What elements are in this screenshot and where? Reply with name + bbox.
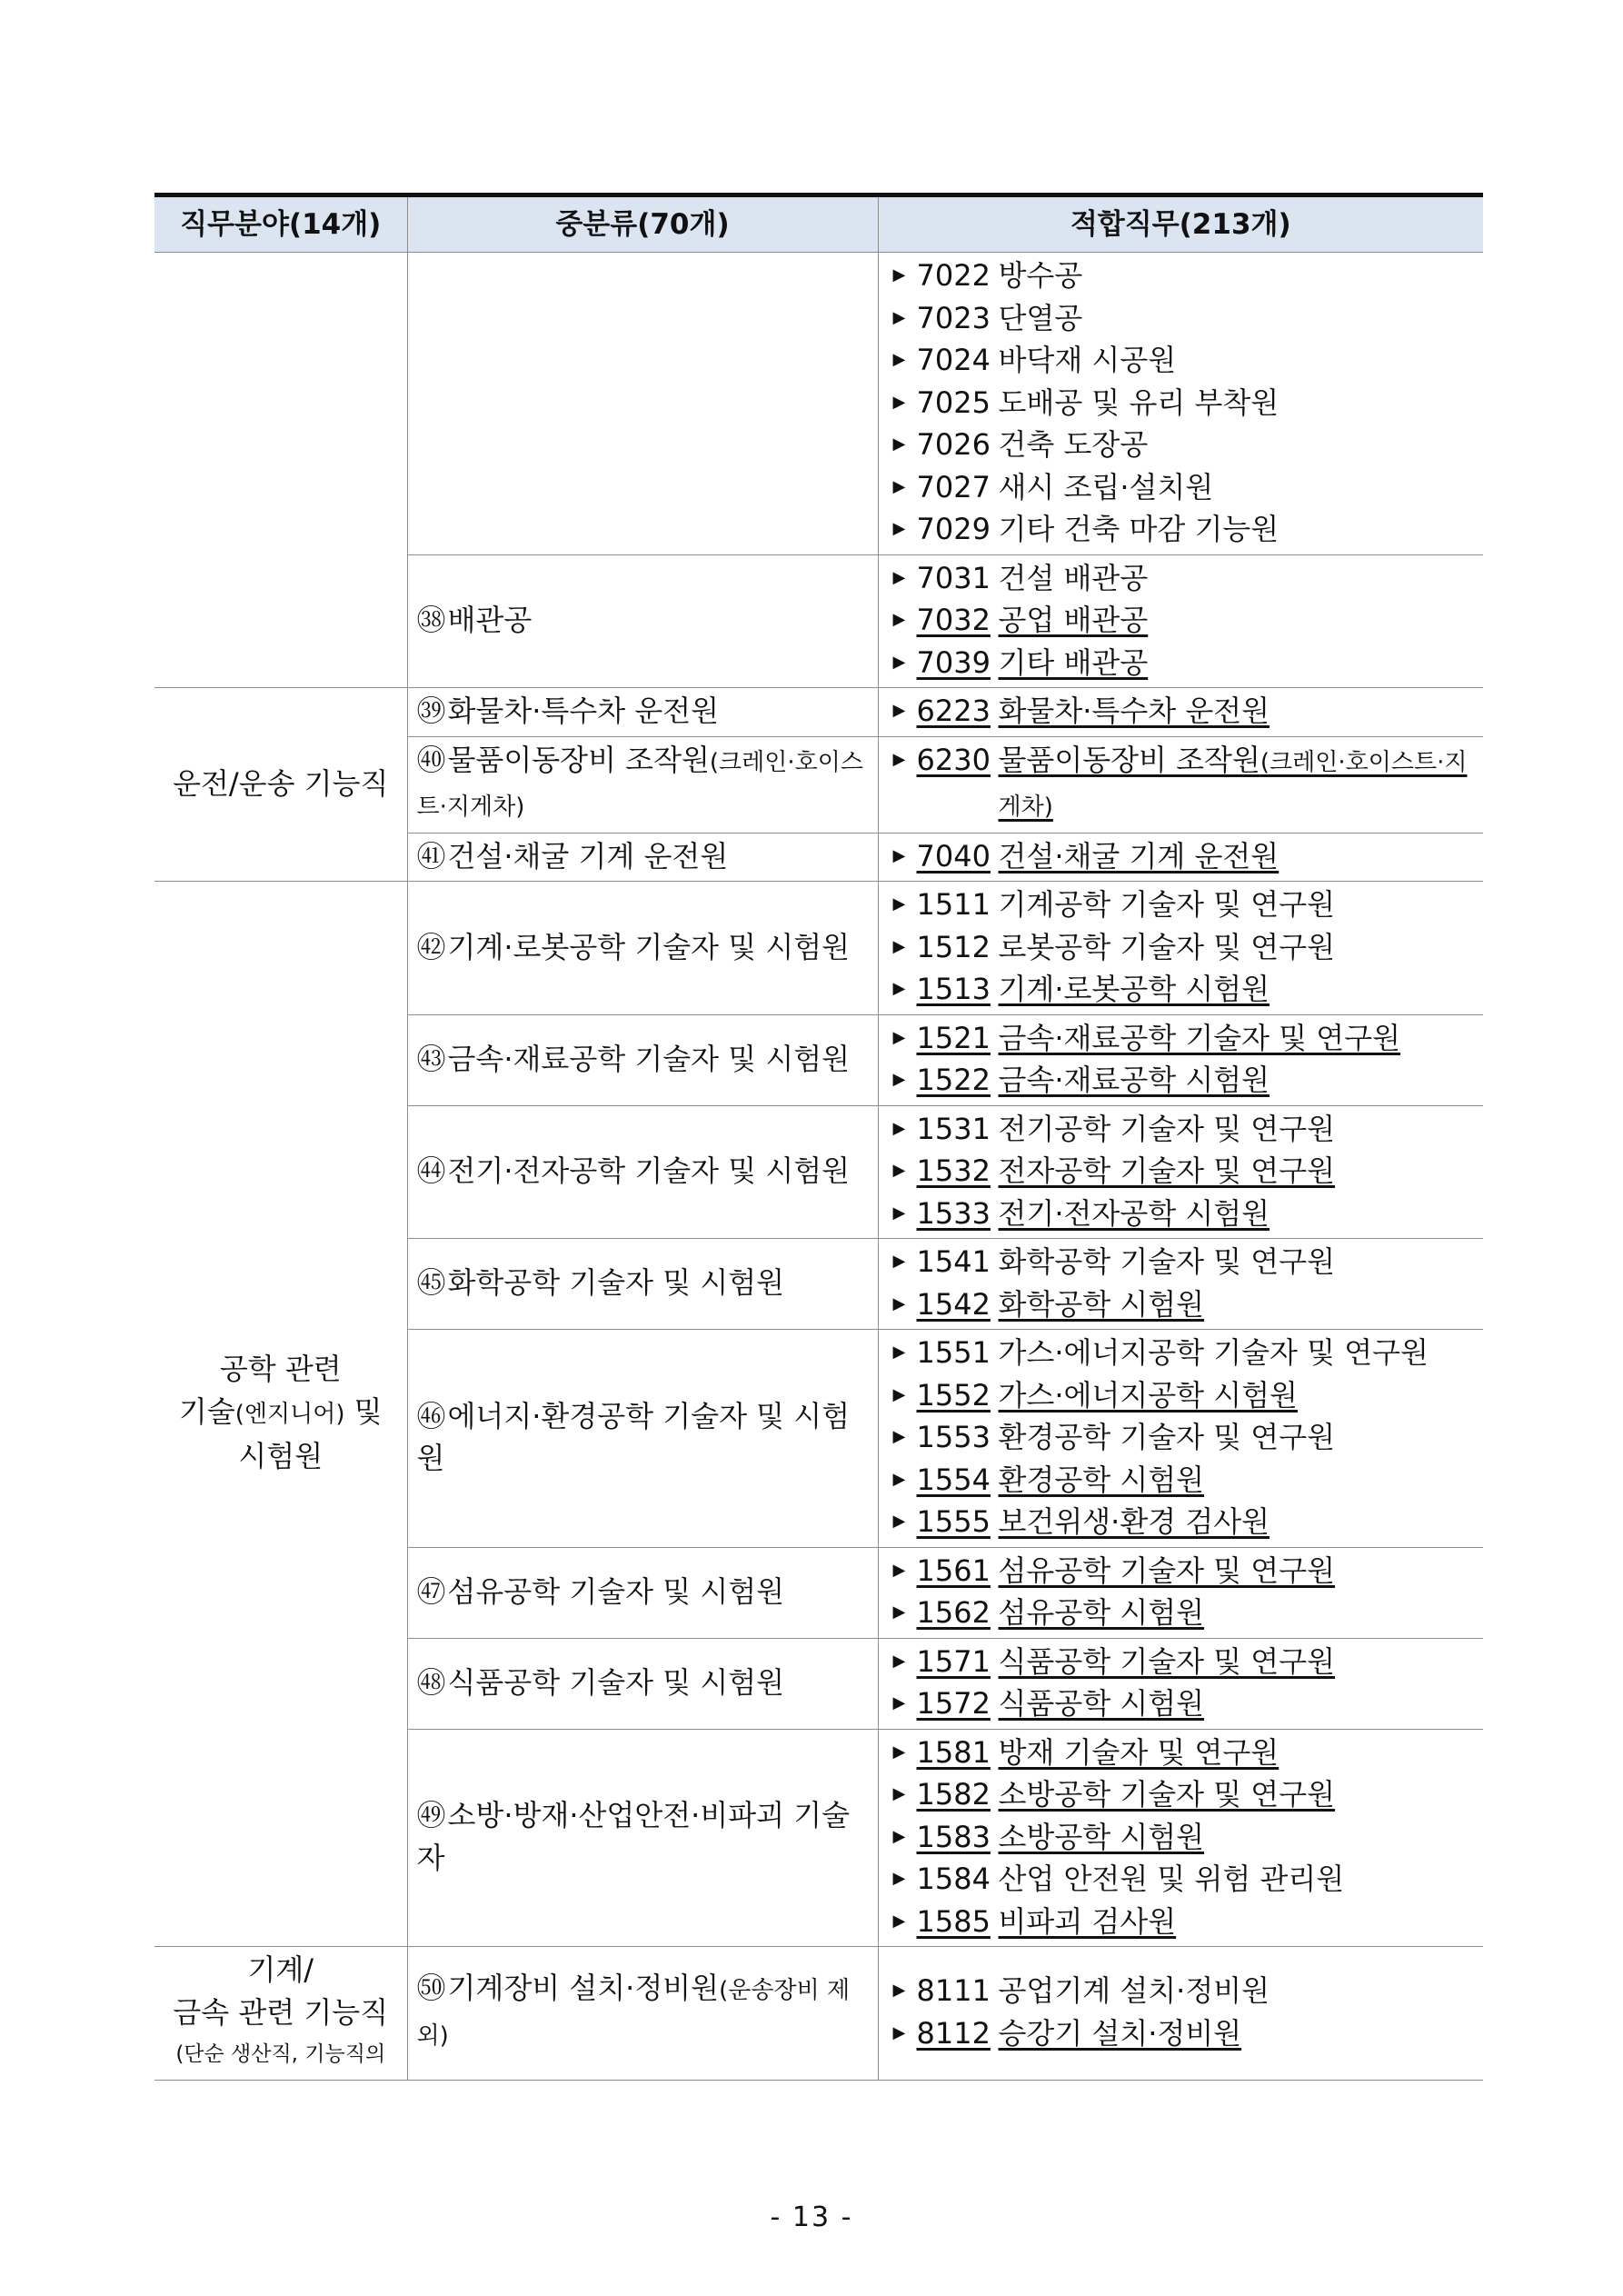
job-name-text: 기계공학 기술자 및 연구원 <box>998 887 1336 922</box>
job-name <box>999 2012 1242 2055</box>
field-cell <box>154 882 407 1947</box>
job-code: 7039 <box>916 644 991 680</box>
job-code: 1582 <box>916 1777 991 1812</box>
job-name-text: 보건위생·환경 검사원 <box>998 1504 1270 1539</box>
bullet-triangle-icon: ▶ <box>892 1911 906 1931</box>
job-name <box>999 1416 1336 1459</box>
job-name-text: 섬유공학 기술자 및 연구원 <box>998 1552 1336 1588</box>
job-name <box>999 1641 1336 1683</box>
job-item <box>893 1501 1480 1543</box>
subcategory-cell <box>407 1014 878 1105</box>
bullet-triangle-icon: ▶ <box>892 652 906 672</box>
bullet-triangle-icon: ▶ <box>892 567 906 587</box>
job-code: 6230 <box>916 742 991 777</box>
subcategory-note: (크레인·호이스트·지게차) <box>416 748 864 821</box>
header-jobs: 적합직무(213개) <box>878 195 1483 253</box>
bullet-triangle-icon: ▶ <box>892 2022 906 2042</box>
bullet-triangle-icon: ▶ <box>892 1203 906 1223</box>
bullet-triangle-icon: ▶ <box>892 392 906 412</box>
field-line: (단순 생산직, 기능직의 <box>175 2042 386 2066</box>
bullet-triangle-icon: ▶ <box>892 749 906 769</box>
job-code: 1583 <box>916 1819 991 1854</box>
job-name-text: 환경공학 시험원 <box>998 1462 1205 1497</box>
job-name-text: 공업기계 설치·정비원 <box>998 1973 1270 2009</box>
subcategory-number: ㊷ <box>416 929 446 964</box>
subcategory-number: ㊸ <box>416 1041 446 1076</box>
bullet-triangle-icon: ▶ <box>892 1693 906 1712</box>
job-code: 1511 <box>916 887 991 922</box>
job-name <box>999 557 1149 600</box>
subcategory-label: 소방·방재·산업안전·비파괴 기술자 <box>416 1798 851 1875</box>
job-code: 1532 <box>916 1153 991 1188</box>
job-name-text: 식품공학 기술자 및 연구원 <box>998 1643 1336 1679</box>
subcategory-label: 화학공학 기술자 및 시험원 <box>447 1265 785 1301</box>
bullet-triangle-icon: ▶ <box>892 1469 906 1489</box>
job-item <box>893 690 1480 733</box>
job-name-text: 바닥재 시공원 <box>998 343 1177 377</box>
job-item <box>893 739 1480 829</box>
job-code: 6223 <box>916 694 991 728</box>
bullet-triangle-icon: ▶ <box>892 701 906 720</box>
job-code: 7025 <box>916 384 991 420</box>
job-code: 7031 <box>916 560 991 595</box>
job-name-text: 기계·로봇공학 시험원 <box>998 972 1270 1006</box>
subcategory-cell <box>407 1547 878 1638</box>
bullet-triangle-icon: ▶ <box>892 894 906 913</box>
job-item <box>893 1416 1480 1459</box>
job-item <box>893 835 1480 878</box>
bullet-triangle-icon: ▶ <box>892 1560 906 1580</box>
subcategory-label: 건설·채굴 기계 운전원 <box>447 838 729 873</box>
job-name <box>999 1332 1429 1374</box>
job-code: 7024 <box>916 343 991 377</box>
table-row <box>154 882 1483 1015</box>
page-number: - 13 - <box>770 2201 853 2233</box>
bullet-triangle-icon: ▶ <box>892 1343 906 1362</box>
job-name-text: 전자공학 기술자 및 연구원 <box>998 1153 1336 1188</box>
job-name <box>999 1858 1345 1901</box>
job-name-text: 기타 배관공 <box>998 644 1149 680</box>
job-name <box>999 255 1083 297</box>
field-line: 시험원 <box>238 1439 324 1474</box>
job-name <box>999 1682 1205 1725</box>
job-name-text: 건축 도장공 <box>998 427 1149 462</box>
table-row <box>154 253 1483 555</box>
bullet-triangle-icon: ▶ <box>892 936 906 956</box>
jobs-cell <box>878 554 1483 688</box>
bullet-triangle-icon: ▶ <box>892 1602 906 1622</box>
header-row <box>154 195 1483 253</box>
jobs-cell <box>878 1638 1483 1729</box>
job-name-text: 전기·전자공학 시험원 <box>998 1195 1270 1231</box>
subcategory-number: ㊹ <box>416 1153 446 1188</box>
job-name <box>999 466 1214 509</box>
bullet-triangle-icon: ▶ <box>892 845 906 865</box>
job-code: 1572 <box>916 1686 991 1721</box>
job-name <box>999 1241 1336 1283</box>
job-item <box>893 926 1480 969</box>
subcategory-label: 배관공 <box>447 603 533 637</box>
field-cell: 운전/운송 기능직 <box>154 688 407 882</box>
job-name-text: 소방공학 기술자 및 연구원 <box>998 1777 1336 1812</box>
bullet-triangle-icon: ▶ <box>892 434 906 454</box>
job-item <box>893 1241 1480 1283</box>
field-line-part: 기술 <box>178 1393 235 1429</box>
job-item <box>893 1773 1480 1816</box>
job-item <box>893 339 1480 382</box>
job-name-text: 금속·재료공학 기술자 및 연구원 <box>998 1020 1401 1055</box>
job-name-text: 새시 조립·설치원 <box>998 469 1214 504</box>
job-item <box>893 1816 1480 1859</box>
job-code: 1554 <box>916 1462 991 1497</box>
job-item <box>893 1193 1480 1235</box>
subcategory-label: 물품이동장비 조작원 <box>447 742 710 777</box>
job-name-text: 비파괴 검사원 <box>998 1903 1177 1939</box>
subcategory-number: ㊻ <box>416 1398 446 1433</box>
job-item <box>893 557 1480 600</box>
bullet-triangle-icon: ▶ <box>892 610 906 629</box>
bullet-triangle-icon: ▶ <box>892 1981 906 2001</box>
jobs-cell <box>878 736 1483 833</box>
bullet-triangle-icon: ▶ <box>892 1384 906 1404</box>
job-name-text: 방재 기술자 및 연구원 <box>998 1734 1279 1770</box>
job-name <box>999 739 1480 829</box>
subcategory-label: 에너지·환경공학 기술자 및 시험원 <box>416 1398 851 1476</box>
bullet-triangle-icon: ▶ <box>892 350 906 369</box>
subcategory-number: ㊶ <box>416 838 446 873</box>
job-item <box>893 382 1480 424</box>
job-code: 7022 <box>916 258 991 293</box>
job-item <box>893 297 1480 340</box>
job-item <box>893 883 1480 926</box>
bullet-triangle-icon: ▶ <box>892 1070 906 1089</box>
job-code: 1521 <box>916 1020 991 1055</box>
table-row <box>154 688 1483 737</box>
job-code: 1581 <box>916 1734 991 1770</box>
job-name <box>999 424 1149 466</box>
subcategory-cell <box>407 1638 878 1729</box>
bullet-triangle-icon: ▶ <box>892 1252 906 1271</box>
bullet-triangle-icon: ▶ <box>892 979 906 998</box>
job-name-text: 승강기 설치·정비원 <box>998 2015 1242 2051</box>
job-item <box>893 1283 1480 1326</box>
job-item <box>893 255 1480 297</box>
subcategory-cell <box>407 736 878 833</box>
job-name-text: 산업 안전원 및 위험 관리원 <box>998 1862 1345 1896</box>
job-code: 8112 <box>916 2015 991 2051</box>
subcategory-label: 식품공학 기술자 및 시험원 <box>447 1664 785 1700</box>
subcategory-label: 기계장비 설치·정비원 <box>447 1971 720 2006</box>
job-code: 1571 <box>916 1643 991 1679</box>
bullet-triangle-icon: ▶ <box>892 1512 906 1531</box>
job-name-text: 물품이동장비 조작원 <box>998 742 1260 777</box>
job-item <box>893 1059 1480 1102</box>
job-item <box>893 1332 1480 1374</box>
job-name <box>999 883 1336 926</box>
bullet-triangle-icon: ▶ <box>892 1826 906 1846</box>
job-item <box>893 466 1480 509</box>
field-cell <box>154 253 407 688</box>
jobs-cell <box>878 1105 1483 1239</box>
field-line-note: (엔지니어) <box>234 1400 345 1428</box>
job-code: 1561 <box>916 1552 991 1588</box>
subcategory-number: ㊾ <box>416 1798 446 1833</box>
bullet-triangle-icon: ▶ <box>892 1742 906 1762</box>
job-name <box>999 1193 1270 1235</box>
job-name-text: 화물차·특수차 운전원 <box>998 694 1270 728</box>
field-line: 금속 관련 기능직 <box>173 1994 389 2030</box>
jobs-cell <box>878 882 1483 1015</box>
job-name-text: 화학공학 기술자 및 연구원 <box>998 1244 1336 1279</box>
subcategory-number: ㊼ <box>416 1573 446 1609</box>
subcategory-number: ㊺ <box>416 1265 446 1301</box>
subcategory-label: 기계·로봇공학 기술자 및 시험원 <box>447 929 851 964</box>
job-name <box>999 835 1279 878</box>
job-code: 1512 <box>916 929 991 964</box>
jobs-cell <box>878 1729 1483 1947</box>
job-code: 1541 <box>916 1244 991 1279</box>
table-row <box>154 1947 1483 2081</box>
subcategory-number: ㊽ <box>416 1664 446 1700</box>
job-name <box>999 1017 1401 1060</box>
header-field: 직무분야(14개) <box>154 195 407 253</box>
job-name <box>999 1374 1298 1417</box>
field-line <box>154 1391 407 1436</box>
job-code: 1584 <box>916 1862 991 1896</box>
job-code: 7032 <box>916 603 991 637</box>
job-name-text: 화학공학 시험원 <box>998 1286 1205 1322</box>
job-name <box>999 1816 1205 1859</box>
job-code: 1533 <box>916 1195 991 1231</box>
subcategory-number: ㊳ <box>416 603 446 637</box>
job-code: 1585 <box>916 1903 991 1939</box>
job-item <box>893 1858 1480 1901</box>
field-cell <box>154 1947 407 2081</box>
job-item <box>893 424 1480 466</box>
job-name <box>999 297 1083 340</box>
job-name-text: 로봇공학 기술자 및 연구원 <box>998 929 1336 964</box>
job-code: 1555 <box>916 1504 991 1539</box>
job-note: (크레인·호이스트·지게차) <box>998 748 1468 821</box>
bullet-triangle-icon: ▶ <box>892 1784 906 1803</box>
job-item <box>893 968 1480 1011</box>
header-subcategory: 중분류(70개) <box>407 195 878 253</box>
job-name <box>999 968 1270 1011</box>
job-item <box>893 1459 1480 1502</box>
job-name <box>999 1901 1177 1943</box>
job-name-text: 공업 배관공 <box>998 603 1149 637</box>
job-name <box>999 926 1336 969</box>
job-code: 1562 <box>916 1595 991 1630</box>
subcategory-cell <box>407 1105 878 1239</box>
job-name <box>999 1108 1336 1151</box>
bullet-triangle-icon: ▶ <box>892 1161 906 1180</box>
jobs-cell <box>878 1330 1483 1548</box>
job-name <box>999 1283 1205 1326</box>
bullet-triangle-icon: ▶ <box>892 1118 906 1138</box>
bullet-triangle-icon: ▶ <box>892 1027 906 1047</box>
bullet-triangle-icon: ▶ <box>892 1293 906 1313</box>
bullet-triangle-icon: ▶ <box>892 1427 906 1446</box>
job-item <box>893 508 1480 551</box>
jobs-cell <box>878 833 1483 882</box>
job-item <box>893 642 1480 684</box>
jobs-cell <box>878 253 1483 555</box>
job-item <box>893 1017 1480 1060</box>
job-name <box>999 1592 1205 1634</box>
subcategory-number: ㊿ <box>416 1971 446 2006</box>
subcategory-label: 전기·전자공학 기술자 및 시험원 <box>447 1153 851 1188</box>
job-item <box>893 1592 1480 1634</box>
subcategory-cell <box>407 1729 878 1947</box>
job-name-text: 도배공 및 유리 부착원 <box>998 384 1279 420</box>
job-name <box>999 1501 1270 1543</box>
job-name <box>999 690 1270 733</box>
job-name-text: 단열공 <box>998 300 1083 335</box>
job-item <box>893 2012 1480 2055</box>
subcategory-cell <box>407 1239 878 1330</box>
bullet-triangle-icon: ▶ <box>892 265 906 285</box>
job-name <box>999 1059 1270 1102</box>
job-name-text: 가스·에너지공학 시험원 <box>998 1377 1298 1413</box>
job-name-text: 소방공학 시험원 <box>998 1819 1205 1854</box>
job-code: 8111 <box>916 1973 991 2009</box>
field-line: 기계/ <box>247 1952 314 1987</box>
job-name-text: 방수공 <box>998 258 1083 293</box>
job-item <box>893 1550 1480 1592</box>
job-item <box>893 1641 1480 1683</box>
jobs-cell <box>878 1239 1483 1330</box>
jobs-cell <box>878 1947 1483 2081</box>
job-name-text: 건설·채굴 기계 운전원 <box>998 838 1279 873</box>
job-name <box>999 339 1177 382</box>
job-item <box>893 599 1480 642</box>
job-code: 1553 <box>916 1420 991 1454</box>
job-code: 1542 <box>916 1286 991 1322</box>
field-line: 공학 관련 <box>219 1352 342 1387</box>
subcategory-cell <box>407 253 878 555</box>
subcategory-number: ㊴ <box>416 694 446 728</box>
job-name-text: 기타 건축 마감 기능원 <box>998 512 1279 546</box>
job-name <box>999 1550 1336 1592</box>
job-code: 7029 <box>916 512 991 546</box>
job-name <box>999 508 1279 551</box>
job-name-text: 환경공학 기술자 및 연구원 <box>998 1420 1336 1454</box>
job-table <box>154 193 1483 2081</box>
subcategory-cell <box>407 688 878 737</box>
job-code: 7027 <box>916 469 991 504</box>
job-code: 7023 <box>916 300 991 335</box>
job-item <box>893 1108 1480 1151</box>
job-code: 1552 <box>916 1377 991 1413</box>
job-item <box>893 1901 1480 1943</box>
bullet-triangle-icon: ▶ <box>892 1869 906 1888</box>
job-code: 7040 <box>916 838 991 873</box>
job-name-text: 섬유공학 시험원 <box>998 1595 1205 1630</box>
bullet-triangle-icon: ▶ <box>892 307 906 327</box>
job-item <box>893 1150 1480 1193</box>
subcategory-cell <box>407 1330 878 1548</box>
subcategory-label: 섬유공학 기술자 및 시험원 <box>447 1573 785 1609</box>
job-name-text: 전기공학 기술자 및 연구원 <box>998 1111 1336 1146</box>
job-code: 1522 <box>916 1063 991 1097</box>
job-name <box>999 382 1279 424</box>
field-line-part: 및 <box>353 1393 383 1429</box>
job-item <box>893 1970 1480 2012</box>
subcategory-label: 금속·재료공학 기술자 및 시험원 <box>447 1041 851 1076</box>
jobs-cell <box>878 1547 1483 1638</box>
job-name-text: 가스·에너지공학 기술자 및 연구원 <box>998 1335 1429 1370</box>
job-name <box>999 1459 1205 1502</box>
bullet-triangle-icon: ▶ <box>892 519 906 538</box>
job-name <box>999 642 1149 684</box>
job-item <box>893 1374 1480 1417</box>
job-name <box>999 1970 1270 2012</box>
subcategory-label: 화물차·특수차 운전원 <box>447 694 720 728</box>
job-code: 1551 <box>916 1335 991 1370</box>
job-name-text: 식품공학 시험원 <box>998 1686 1205 1721</box>
job-name <box>999 599 1149 642</box>
bullet-triangle-icon: ▶ <box>892 1651 906 1671</box>
job-name <box>999 1773 1336 1816</box>
job-code: 7026 <box>916 427 991 462</box>
job-code: 1531 <box>916 1111 991 1146</box>
bullet-triangle-icon: ▶ <box>892 476 906 496</box>
subcategory-note: (운송장비 제외) <box>416 1977 851 2050</box>
subcategory-cell <box>407 554 878 688</box>
subcategory-cell <box>407 1947 878 2081</box>
job-name-text: 건설 배관공 <box>998 560 1149 595</box>
subcategory-number: ㊵ <box>416 742 446 777</box>
job-name <box>999 1150 1336 1193</box>
jobs-cell <box>878 1014 1483 1105</box>
job-name <box>999 1732 1279 1774</box>
job-code: 1513 <box>916 972 991 1006</box>
job-name-text: 금속·재료공학 시험원 <box>998 1063 1270 1097</box>
job-item <box>893 1682 1480 1725</box>
jobs-cell <box>878 688 1483 737</box>
job-item <box>893 1732 1480 1774</box>
subcategory-cell <box>407 833 878 882</box>
subcategory-cell <box>407 882 878 1015</box>
